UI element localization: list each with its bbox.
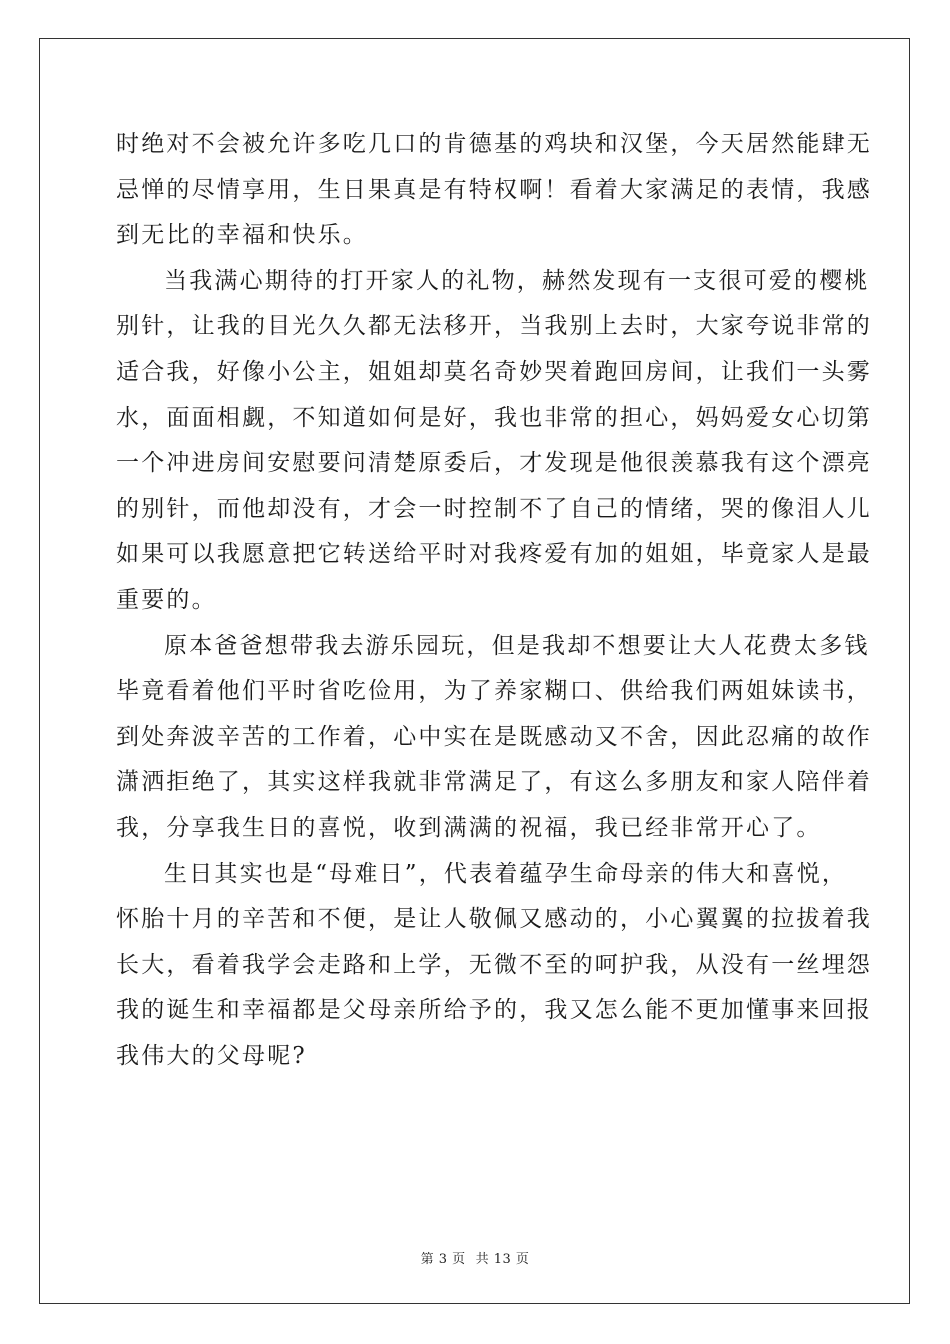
text-line: 我的诞生和幸福都是父母亲所给予的，我又怎么能不更加懂事来回报 — [116, 997, 872, 1024]
page-total: 共 13 页 — [475, 1252, 530, 1267]
text-line: 生日其实也是“母难日”，代表着蕴孕生命母亲的伟大和喜悦， — [164, 860, 848, 887]
text-line: 当我满心期待的打开家人的礼物，赫然发现有一支很可爱的樱桃 — [164, 267, 870, 294]
page-number: 第 3 页 — [420, 1252, 466, 1267]
text-line: 潇洒拒绝了，其实这样我就非常满足了，有这么多朋友和家人陪伴着 — [116, 769, 872, 796]
text-line: 我，分享我生日的喜悦，收到满满的祝福，我已经非常开心了。 — [116, 814, 822, 841]
text-line: 重要的。 — [116, 586, 217, 613]
text-line: 的别针，而他却没有，才会一时控制不了自己的情绪，哭的像泪人儿 — [116, 495, 872, 522]
text-line: 毕竟看着他们平时省吃俭用，为了养家糊口、供给我们两姐妹读书， — [116, 678, 872, 705]
text-line: 忌惮的尽情享用，生日果真是有特权啊！看着大家满足的表情，我感 — [116, 176, 872, 203]
text-line: 一个冲进房间安慰要问清楚原委后，才发现是他很羡慕我有这个漂亮 — [116, 450, 872, 477]
text-line: 如果可以我愿意把它转送给平时对我疼爱有加的姐姐，毕竟家人是最 — [116, 541, 872, 568]
text-line: 到无比的幸福和快乐。 — [116, 222, 368, 249]
document-body — [116, 122, 872, 1079]
paragraph-4 — [116, 852, 872, 1080]
text-line: 原本爸爸想带我去游乐园玩，但是我却不想要让大人花费太多钱 — [164, 632, 870, 659]
text-line: 长大，看着我学会走路和上学，无微不至的呵护我，从没有一丝埋怨 — [116, 951, 872, 978]
paragraph-1 — [116, 122, 872, 259]
text-line: 水，面面相觑，不知道如何是好，我也非常的担心，妈妈爱女心切第 — [116, 404, 872, 431]
page-footer — [0, 1248, 950, 1267]
text-line: 适合我，好像小公主，姐姐却莫名奇妙哭着跑回房间，让我们一头雾 — [116, 358, 872, 385]
paragraph-2 — [116, 259, 872, 624]
paragraph-3 — [116, 624, 872, 852]
text-line: 别针，让我的目光久久都无法移开，当我别上去时，大家夸说非常的 — [116, 313, 872, 340]
text-line: 到处奔波辛苦的工作着，心中实在是既感动又不舍，因此忍痛的故作 — [116, 723, 872, 750]
text-line: 怀胎十月的辛苦和不便，是让人敬佩又感动的，小心翼翼的拉拔着我 — [116, 906, 872, 933]
text-line: 时绝对不会被允许多吃几口的肯德基的鸡块和汉堡，今天居然能肆无 — [116, 131, 872, 157]
text-line: 我伟大的父母呢? — [116, 1042, 307, 1069]
